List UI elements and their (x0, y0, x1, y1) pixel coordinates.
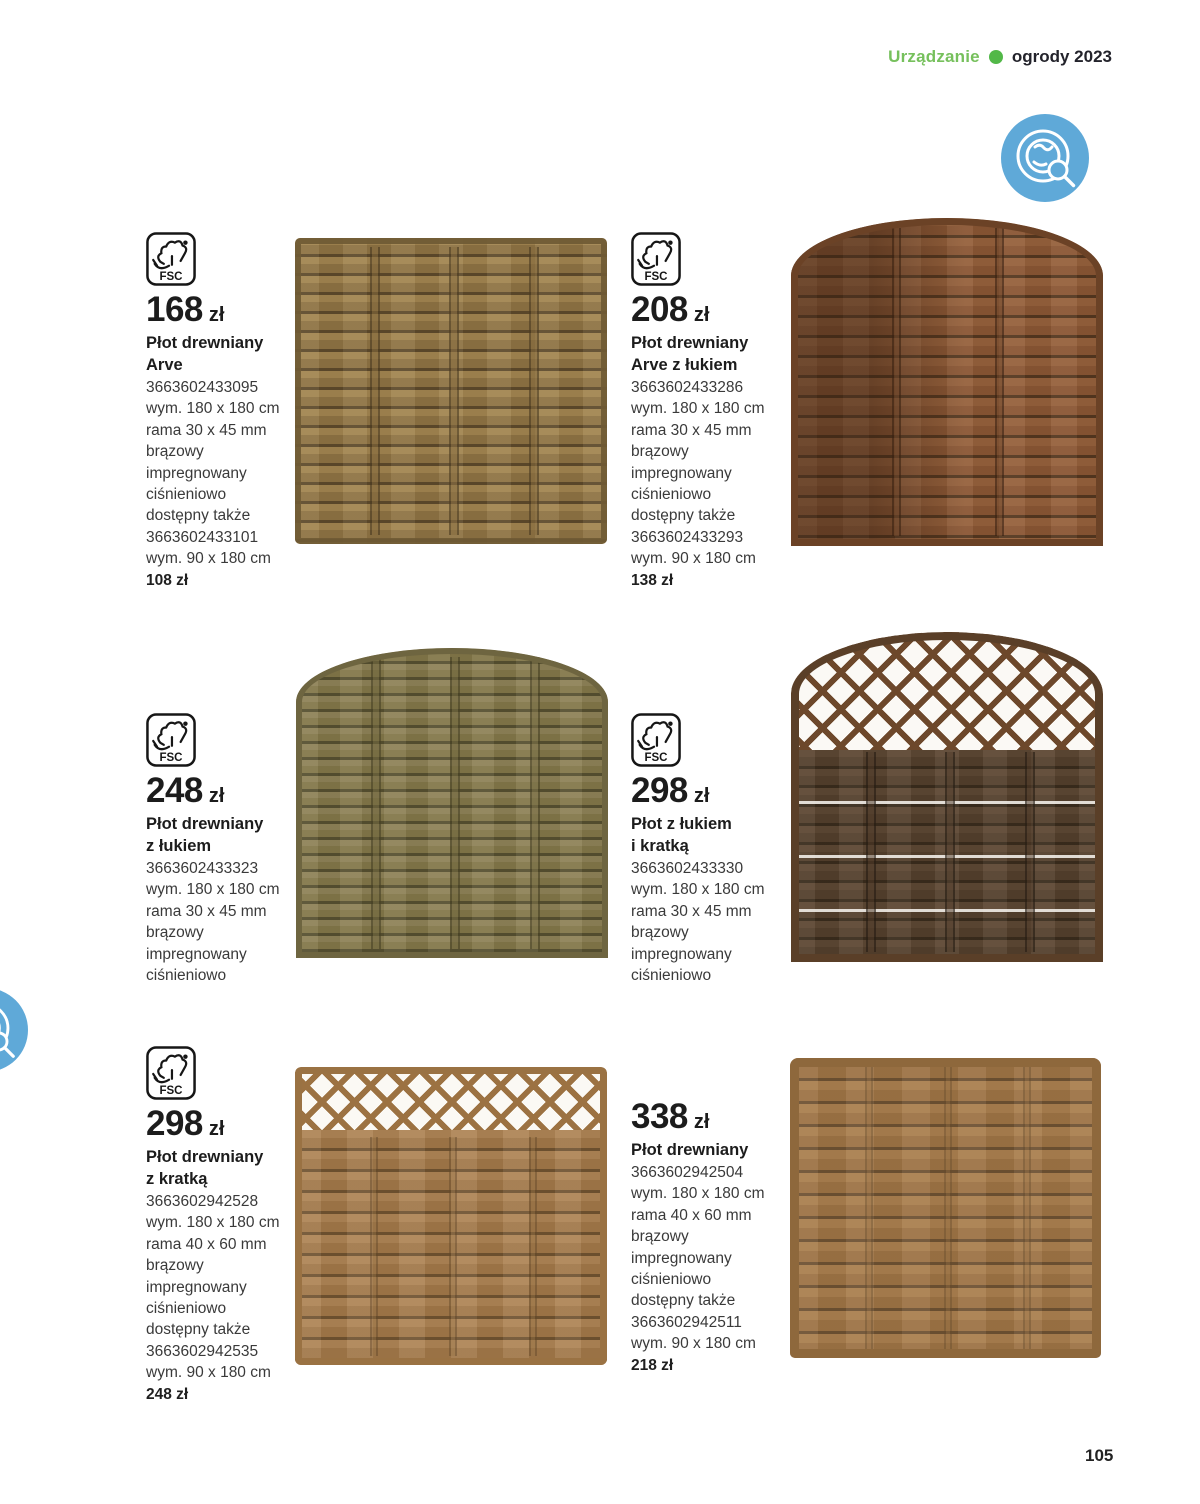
product-detail-line: brązowy (146, 443, 204, 461)
product-detail-line: wym. 180 x 180 cm (631, 400, 765, 418)
product-alt-price: 248 zł (146, 1385, 189, 1403)
product-name-line: Płot drewniany (146, 815, 264, 833)
product-card (146, 232, 302, 591)
price-value: 338 (631, 1097, 688, 1136)
product-detail-line: dostępny także (631, 1292, 736, 1310)
price-value: 208 (631, 290, 688, 329)
product-name-line: Arve z łukiem (631, 356, 738, 374)
product-name-line: Płot z łukiem (631, 815, 732, 833)
product-card (146, 713, 302, 986)
product-detail-line: dostępny także (146, 1321, 251, 1339)
header-dot-icon (989, 50, 1003, 64)
product-detail-line: 3663602433330 (631, 860, 744, 877)
fsc-icon (146, 713, 196, 767)
product-price (631, 1098, 787, 1136)
product-name-line: Płot drewniany (146, 1148, 264, 1166)
product-details (146, 377, 302, 570)
fsc-label: FSC (644, 271, 668, 284)
product-details (631, 1162, 787, 1355)
product-detail-line: rama 40 x 60 mm (631, 1206, 752, 1224)
product-price (146, 1105, 302, 1143)
product-detail-line: impregnowany (146, 464, 247, 482)
product-detail-line: ciśnieniowo (631, 967, 712, 985)
fsc-label: FSC (644, 752, 668, 765)
product-detail-line: wym. 90 x 180 cm (631, 1335, 756, 1353)
product-price (146, 772, 302, 810)
product-detail-line: dostępny także (146, 507, 251, 525)
product-alt-price: 108 zł (146, 571, 189, 589)
fsc-icon (631, 232, 681, 286)
price-value: 298 (631, 771, 688, 810)
product-details (631, 858, 787, 986)
price-currency: zł (693, 304, 710, 326)
product-name (631, 1139, 787, 1161)
product-price (146, 291, 302, 329)
fence-lattice-section (791, 632, 1103, 750)
price-currency: zł (693, 1111, 710, 1133)
product-detail-line: wym. 90 x 180 cm (146, 550, 271, 568)
globe-search-icon-edge (0, 988, 28, 1072)
fsc-icon (146, 232, 196, 286)
price-value: 298 (146, 1104, 203, 1143)
product-details (631, 377, 787, 570)
product-detail-line: 3663602433286 (631, 379, 744, 396)
fsc-label: FSC (159, 752, 183, 765)
price-value: 168 (146, 290, 203, 329)
product-photo-fence-arched-lattice (791, 632, 1103, 962)
product-name-line: Płot drewniany (631, 334, 749, 352)
product-detail-line: rama 30 x 45 mm (631, 421, 752, 439)
product-detail-line: 3663602942504 (631, 1164, 744, 1181)
product-detail-line: rama 30 x 45 mm (146, 902, 267, 920)
price-currency: zł (208, 304, 225, 326)
product-detail-line: ciśnieniowo (146, 967, 227, 985)
product-detail-line: dostępny także (631, 507, 736, 525)
product-detail-line: impregnowany (631, 1249, 732, 1267)
product-detail-line: 3663602942535 (146, 1342, 259, 1360)
product-detail-line: brązowy (631, 924, 689, 942)
product-name (146, 813, 302, 857)
header-brand-label: Urządzanie (888, 47, 980, 66)
product-detail-line: rama 30 x 45 mm (631, 902, 752, 920)
product-detail-line: impregnowany (631, 945, 732, 963)
price-currency: zł (693, 785, 710, 807)
product-detail-line: brązowy (631, 1228, 689, 1246)
price-currency: zł (208, 785, 225, 807)
product-card (146, 1046, 302, 1405)
product-detail-line: 3663602942511 (631, 1313, 742, 1331)
product-name-line: i kratką (631, 837, 689, 855)
page-number: 105 (1085, 1446, 1114, 1465)
product-price (631, 291, 787, 329)
product-photo-fence-arched (296, 648, 608, 958)
product-detail-line: rama 40 x 60 mm (146, 1235, 267, 1253)
product-photo-fence-wide-boards (790, 1058, 1101, 1358)
product-detail-line: 3663602942528 (146, 1193, 259, 1210)
product-name (146, 1146, 302, 1190)
product-photo-fence-arve (295, 238, 607, 544)
product-detail-line: 3663602433101 (146, 528, 259, 546)
product-alt-price: 138 zł (631, 571, 674, 589)
product-detail-line: impregnowany (631, 464, 732, 482)
product-detail-line: brązowy (146, 1257, 204, 1275)
product-details (146, 858, 302, 986)
product-detail-line: brązowy (631, 443, 689, 461)
fsc-icon (146, 1046, 196, 1100)
product-detail-line: wym. 180 x 180 cm (146, 400, 280, 418)
product-card (631, 1098, 787, 1376)
product-detail-line: wym. 180 x 180 cm (146, 881, 280, 899)
product-name-line: z łukiem (146, 837, 212, 855)
product-detail-line: ciśnieniowo (631, 486, 712, 504)
product-alt-price: 218 zł (631, 1356, 674, 1374)
product-name (631, 813, 787, 857)
product-photo-fence-lattice-strip (295, 1067, 607, 1365)
product-detail-line: impregnowany (146, 1278, 247, 1296)
product-detail-line: 3663602433095 (146, 379, 259, 396)
fsc-label: FSC (159, 271, 183, 284)
product-detail-line: brązowy (146, 924, 204, 942)
product-card (631, 713, 787, 986)
product-detail-line: wym. 90 x 180 cm (631, 550, 756, 568)
product-name (631, 332, 787, 376)
product-detail-line: impregnowany (146, 945, 247, 963)
product-detail-line: ciśnieniowo (631, 1271, 712, 1289)
product-name-line: Płot drewniany (631, 1141, 749, 1159)
header-edition-label: ogrody 2023 (1011, 47, 1112, 66)
product-detail-line: wym. 180 x 180 cm (146, 1214, 280, 1232)
product-name-line: Płot drewniany (146, 334, 264, 352)
fence-lattice-section (302, 1074, 600, 1130)
price-currency: zł (208, 1118, 225, 1140)
price-value: 248 (146, 771, 203, 810)
product-name-line: z kratką (146, 1170, 208, 1188)
product-detail-line: 3663602433323 (146, 860, 259, 877)
product-details (146, 1191, 302, 1384)
product-detail-line: rama 30 x 45 mm (146, 421, 267, 439)
product-photo-fence-arve-arched (791, 218, 1103, 546)
product-detail-line: wym. 90 x 180 cm (146, 1364, 271, 1382)
product-name-line: Arve (146, 356, 183, 374)
fsc-label: FSC (159, 1085, 183, 1098)
product-detail-line: ciśnieniowo (146, 1300, 227, 1318)
product-detail-line: 3663602433293 (631, 528, 744, 546)
product-detail-line: wym. 180 x 180 cm (631, 881, 765, 899)
product-detail-line: wym. 180 x 180 cm (631, 1185, 765, 1203)
globe-search-icon (1001, 114, 1089, 202)
product-name (146, 332, 302, 376)
product-price (631, 772, 787, 810)
product-detail-line: ciśnieniowo (146, 486, 227, 504)
product-card (631, 232, 787, 591)
page-header (888, 47, 1112, 67)
fsc-icon (631, 713, 681, 767)
